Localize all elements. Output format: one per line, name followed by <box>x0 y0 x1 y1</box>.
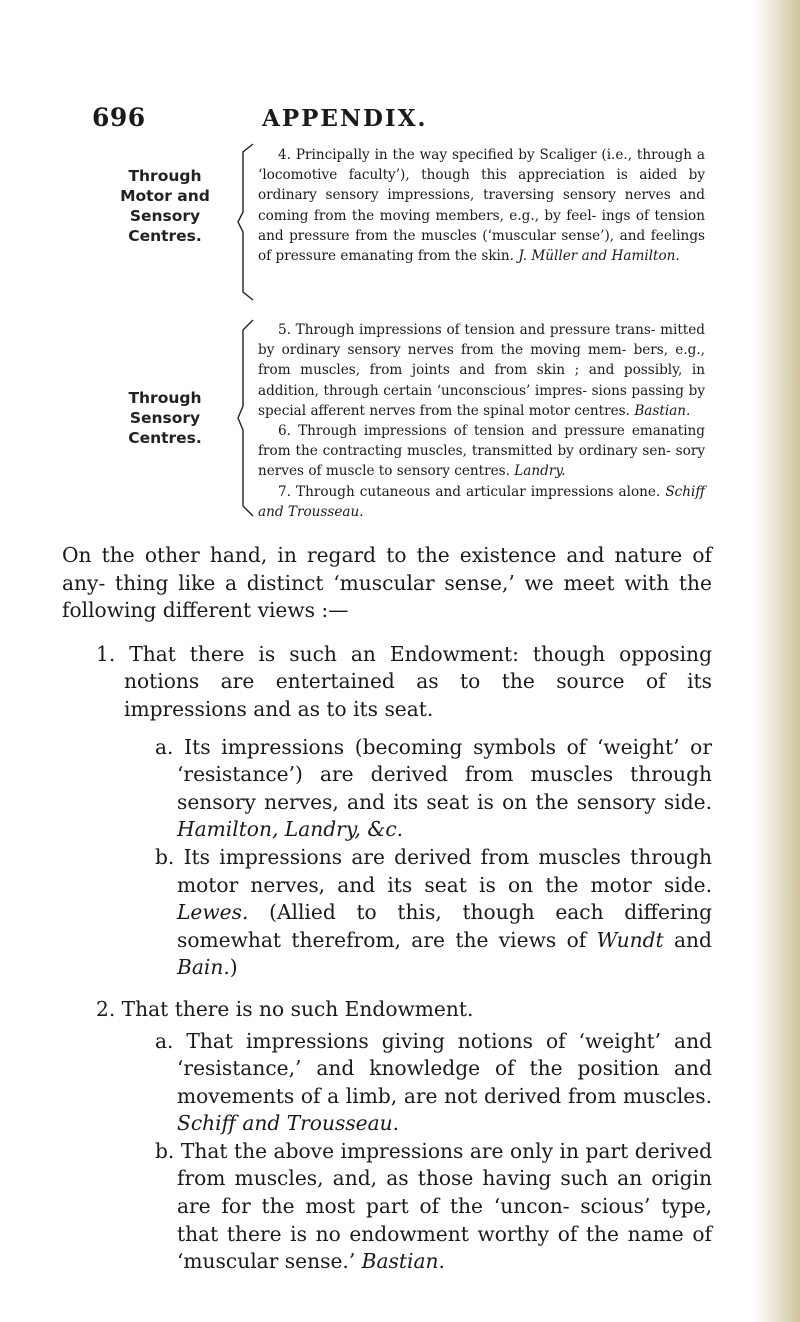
page-header <box>92 103 730 135</box>
sidenote-line: Sensory <box>129 409 201 427</box>
author-citation: J. Müller and Hamilton. <box>518 248 680 265</box>
intro-paragraph: On the other hand, in regard to the existence and nature of any- thing like a distinct ‘muscular sense,’ we meet with the following different views :— <box>62 543 712 623</box>
numbered-list-small-2 <box>258 320 705 522</box>
sidenote-sensory <box>100 388 230 448</box>
paragraph-7: 7. Through cutaneous and articular impressions alone. Schiff and Trousseau. <box>258 483 706 520</box>
sidenote-line: Through <box>128 167 202 185</box>
paragraph-4: 4. Principally in the way specified by Scaliger (i.e., through a ‘locomotive faculty’), though this appreciation is aided by ordinary sensory impressions, traversing sensory nerves and coming from the moving members, e.g., by feel- ings of tension and pressure from the muscles (‘muscular sense’), and feelings of pressure emanating from the skin. J. Müller and Hamilton. <box>258 147 705 265</box>
main-text <box>62 542 712 1276</box>
author-citation: Schiff and Trousseau. <box>258 483 706 520</box>
author-citation: Bain. <box>177 955 230 980</box>
author-citation: Schiff and Trousseau. <box>177 1111 400 1136</box>
sidenote-line: Centres. <box>128 227 202 245</box>
view-item-2a: a. That impressions giving notions of ‘weight’ and ‘resistance,’ and knowledge of the position and movements of a limb, are not derived from muscles. Schiff and Trousseau. <box>155 1028 712 1136</box>
brace-left-2 <box>237 318 255 518</box>
view-item-2: 2. That there is no such Endowment. <box>96 996 474 1021</box>
sidenote-line: Centres. <box>128 429 202 447</box>
view-item-1b: b. Its impressions are derived from muscles through motor nerves, and its seat is on the motor side. Lewes. (Allied to this, though each differing somewhat therefrom, are the views of Wundt and Bain.) <box>155 844 713 980</box>
page-number: 696 <box>92 103 146 132</box>
view-item-2b: b. That the above impressions are only in part derived from muscles, and, as those having such an origin are for the most part of the ‘uncon- scious’ type, that there is no endowment worthy of the name of ‘muscular sense.’ Bastian. <box>155 1138 712 1274</box>
sidenote-line: Through <box>128 389 202 407</box>
running-head: APPENDIX. <box>262 105 428 132</box>
paragraph-6: 6. Through impressions of tension and pressure emanating from the contracting muscles, transmitted by ordinary sen- sory nerves of muscle to sensory centres. Landry. <box>258 423 705 480</box>
sidenote-line: Sensory <box>129 207 201 225</box>
view-item-1: 1. That there is such an Endowment: though opposing notions are entertained as to the source of its impressions and as to its seat. <box>96 641 712 721</box>
author-citation: Wundt <box>596 927 664 952</box>
author-citation: Hamilton, Landry, &c. <box>177 817 404 842</box>
sidenote-motor-sensory <box>100 166 230 246</box>
author-citation: Landry. <box>514 463 566 480</box>
numbered-list-small-1 <box>258 145 705 266</box>
brace-icon <box>237 318 255 518</box>
paragraph-5: 5. Through impressions of tension and pressure trans- mitted by ordinary sensory nerves from the moving mem- bers, e.g., from muscles, from joints and from skin ; and possibly, in addition, through certain ‘unconscious’ impres- sions passing by special afferent nerves from the spinal motor centres. Bastian. <box>258 322 705 419</box>
brace-left-1 <box>237 142 255 302</box>
author-citation: Lewes. <box>177 900 249 925</box>
view-item-1a: a. Its impressions (becoming symbols of ‘weight’ or ‘resistance’) are derived from muscles through sensory nerves, and its seat is on the sensory side. Hamilton, Landry, &c. <box>155 734 712 842</box>
author-citation: Bastian. <box>361 1249 445 1274</box>
author-citation: Bastian. <box>634 402 691 419</box>
brace-icon <box>237 142 255 302</box>
sidenote-line: Motor and <box>120 187 210 205</box>
